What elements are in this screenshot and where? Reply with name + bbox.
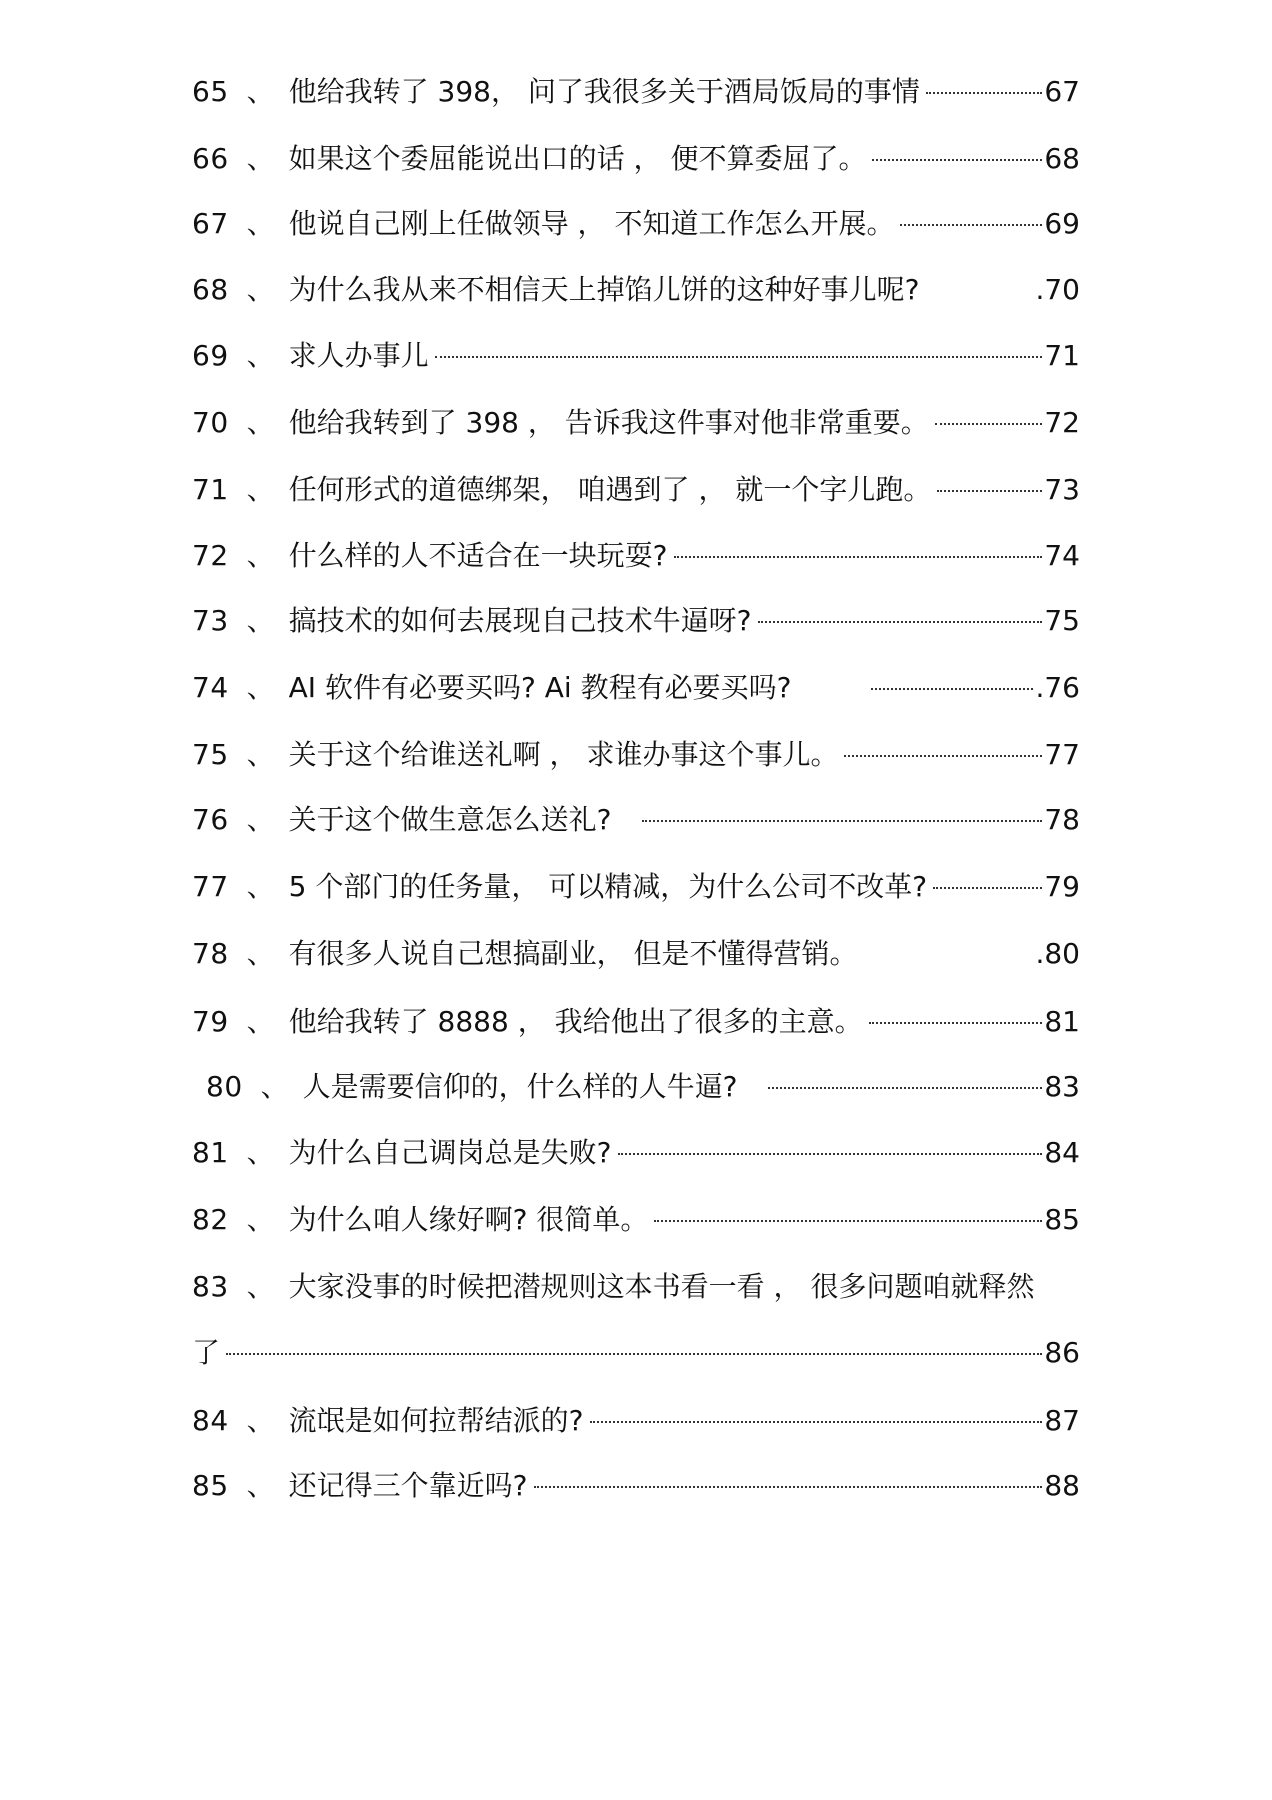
toc-entry[interactable] bbox=[0, 595, 1272, 647]
entry-separator: 、 bbox=[246, 406, 275, 439]
dot-leader bbox=[226, 1353, 1042, 1355]
entry-title: 为什么咱人缘好啊? 很简单。 bbox=[288, 1203, 649, 1236]
entry-page-number: 67 bbox=[1044, 75, 1080, 108]
dot-leader bbox=[937, 490, 1042, 492]
entry-title: 5 个部门的任务量， 可以精减，为什么公司不改革? bbox=[288, 870, 928, 903]
dot-leader bbox=[869, 1022, 1043, 1024]
entry-title: 搞技术的如何去展现自己技术牛逼呀? bbox=[288, 604, 752, 637]
entry-separator: 、 bbox=[260, 1070, 289, 1103]
entry-separator: 、 bbox=[246, 142, 275, 175]
entry-title: AI 软件有必要买吗? Ai 教程有必要买吗? bbox=[288, 671, 792, 704]
entry-title: 任何形式的道德绑架， 咱遇到了 ， 就一个字儿跑。 bbox=[288, 473, 932, 506]
toc-entry-continuation[interactable] bbox=[0, 1327, 1272, 1379]
entry-title: 为什么自己调岗总是失败? bbox=[288, 1136, 612, 1169]
entry-separator: 、 bbox=[246, 273, 275, 306]
toc-entry[interactable] bbox=[0, 928, 1272, 980]
entry-title: 他说自己刚上任做领导 ， 不知道工作怎么开展。 bbox=[288, 207, 895, 240]
entry-number: 85 bbox=[192, 1469, 229, 1502]
entry-separator: 、 bbox=[246, 937, 275, 970]
entry-number: 67 bbox=[192, 207, 229, 240]
dot-leader bbox=[926, 290, 1034, 292]
dot-leader bbox=[758, 621, 1043, 623]
entry-page-number: 74 bbox=[1044, 539, 1080, 572]
entry-page-number: 85 bbox=[1044, 1203, 1080, 1236]
entry-separator: 、 bbox=[246, 870, 275, 903]
entry-title: 人是需要信仰的，什么样的人牛逼? bbox=[302, 1070, 738, 1103]
entry-page-number: 69 bbox=[1044, 207, 1080, 240]
entry-number: 82 bbox=[192, 1203, 229, 1236]
entry-page-number: 73 bbox=[1044, 473, 1080, 506]
entry-title: 还记得三个靠近吗? bbox=[288, 1469, 528, 1502]
dot-leader bbox=[618, 1153, 1043, 1155]
toc-entry[interactable] bbox=[0, 264, 1272, 316]
entry-separator: 、 bbox=[246, 339, 275, 372]
toc-entry[interactable] bbox=[0, 330, 1272, 382]
dot-leader bbox=[674, 556, 1043, 558]
entry-separator: 、 bbox=[246, 1469, 275, 1502]
entry-separator: 、 bbox=[246, 75, 275, 108]
entry-separator: 、 bbox=[246, 671, 275, 704]
toc-entry[interactable] bbox=[0, 1395, 1272, 1447]
entry-page-number: 87 bbox=[1044, 1404, 1080, 1437]
entry-separator: 、 bbox=[246, 1203, 275, 1236]
entry-separator: 、 bbox=[246, 1404, 275, 1437]
entry-number: 77 bbox=[192, 870, 229, 903]
toc-entry[interactable] bbox=[0, 1061, 1272, 1113]
entry-separator: 、 bbox=[246, 539, 275, 572]
entry-separator: 、 bbox=[246, 604, 275, 637]
entry-page-number: 81 bbox=[1044, 1005, 1080, 1038]
toc-entry[interactable] bbox=[0, 198, 1272, 250]
toc-entry[interactable] bbox=[0, 397, 1272, 449]
entry-number: 81 bbox=[192, 1136, 229, 1169]
dot-leader bbox=[768, 1087, 1043, 1089]
dot-leader bbox=[654, 1220, 1042, 1222]
entry-page-number: 88 bbox=[1044, 1469, 1080, 1502]
entry-number: 84 bbox=[192, 1404, 229, 1437]
entry-title: 为什么我从来不相信天上掉馅儿饼的这种好事儿呢? bbox=[288, 273, 920, 306]
entry-title: 求人办事儿 bbox=[288, 339, 429, 372]
entry-number: 66 bbox=[192, 142, 229, 175]
toc-entry[interactable] bbox=[0, 861, 1272, 913]
entry-number: 78 bbox=[192, 937, 229, 970]
entry-title: 流氓是如何拉帮结派的? bbox=[288, 1404, 584, 1437]
entry-separator: 、 bbox=[246, 207, 275, 240]
entry-page-number: 84 bbox=[1044, 1136, 1080, 1169]
dot-leader bbox=[864, 954, 1034, 956]
entry-separator: 、 bbox=[246, 1270, 275, 1303]
entry-page-number: 72 bbox=[1044, 406, 1080, 439]
entry-separator: 、 bbox=[246, 738, 275, 771]
toc-entry[interactable] bbox=[0, 464, 1272, 516]
entry-number: 71 bbox=[192, 473, 229, 506]
dot-leader bbox=[872, 159, 1042, 161]
entry-separator: 、 bbox=[246, 473, 275, 506]
entry-number: 68 bbox=[192, 273, 229, 306]
dot-leader bbox=[534, 1486, 1043, 1488]
entry-number: 75 bbox=[192, 738, 229, 771]
entry-title: 什么样的人不适合在一块玩耍? bbox=[288, 539, 668, 572]
entry-page-number: 71 bbox=[1044, 339, 1080, 372]
entry-number: 76 bbox=[192, 803, 229, 836]
entry-page-number: .70 bbox=[1035, 273, 1080, 306]
entry-number: 79 bbox=[192, 1005, 229, 1038]
dot-leader bbox=[926, 92, 1042, 94]
entry-title: 他给我转了 398， 问了我很多关于酒局饭局的事情 bbox=[288, 75, 920, 108]
dot-leader bbox=[935, 423, 1043, 425]
dot-leader bbox=[933, 887, 1042, 889]
toc-entry[interactable] bbox=[0, 1261, 1272, 1313]
entry-title: 他给我转到了 398 ， 告诉我这件事对他非常重要。 bbox=[288, 406, 929, 439]
toc-entry[interactable] bbox=[0, 794, 1272, 846]
toc-entry[interactable] bbox=[0, 729, 1272, 781]
entry-separator: 、 bbox=[246, 1005, 275, 1038]
dot-leader bbox=[871, 688, 1033, 690]
entry-page-number: .80 bbox=[1035, 937, 1080, 970]
entry-title: 大家没事的时候把潜规则这本书看一看 ， 很多问题咱就释然 bbox=[288, 1270, 1035, 1303]
dot-leader bbox=[900, 224, 1042, 226]
entry-page-number: .76 bbox=[1035, 671, 1080, 704]
dot-leader bbox=[642, 820, 1043, 822]
entry-number: 72 bbox=[192, 539, 229, 572]
entry-number: 73 bbox=[192, 604, 229, 637]
entry-page-number: 83 bbox=[1044, 1070, 1080, 1103]
entry-title: 如果这个委屈能说出口的话 ， 便不算委屈了。 bbox=[288, 142, 867, 175]
toc-entry[interactable] bbox=[0, 996, 1272, 1048]
entry-page-number: 79 bbox=[1044, 870, 1080, 903]
entry-page-number: 77 bbox=[1044, 738, 1080, 771]
entry-number: 83 bbox=[192, 1270, 229, 1303]
entry-page-number: 78 bbox=[1044, 803, 1080, 836]
entry-title-continuation: 了 bbox=[192, 1336, 221, 1369]
toc-entry[interactable] bbox=[0, 662, 1272, 714]
entry-title: 有很多人说自己想搞副业， 但是不懂得营销。 bbox=[288, 937, 858, 970]
entry-page-number: 86 bbox=[1044, 1336, 1080, 1369]
entry-number: 70 bbox=[192, 406, 229, 439]
entry-number: 80 bbox=[206, 1070, 243, 1103]
entry-page-number: 68 bbox=[1044, 142, 1080, 175]
entry-number: 74 bbox=[192, 671, 229, 704]
entry-title: 他给我转了 8888 ， 我给他出了很多的主意。 bbox=[288, 1005, 863, 1038]
entry-number: 69 bbox=[192, 339, 229, 372]
entry-separator: 、 bbox=[246, 803, 275, 836]
dot-leader bbox=[435, 356, 1043, 358]
toc-entry[interactable] bbox=[0, 1194, 1272, 1246]
toc-entry[interactable] bbox=[0, 530, 1272, 582]
toc-entry[interactable] bbox=[0, 66, 1272, 118]
entry-title: 关于这个给谁送礼啊 ， 求谁办事这个事儿。 bbox=[288, 738, 839, 771]
toc-entry[interactable] bbox=[0, 133, 1272, 185]
entry-number: 65 bbox=[192, 75, 229, 108]
toc-entry[interactable] bbox=[0, 1127, 1272, 1179]
dot-leader bbox=[590, 1421, 1043, 1423]
entry-title: 关于这个做生意怎么送礼? bbox=[288, 803, 612, 836]
toc-entry[interactable] bbox=[0, 1460, 1272, 1512]
entry-page-number: 75 bbox=[1044, 604, 1080, 637]
dot-leader bbox=[844, 755, 1042, 757]
entry-separator: 、 bbox=[246, 1136, 275, 1169]
